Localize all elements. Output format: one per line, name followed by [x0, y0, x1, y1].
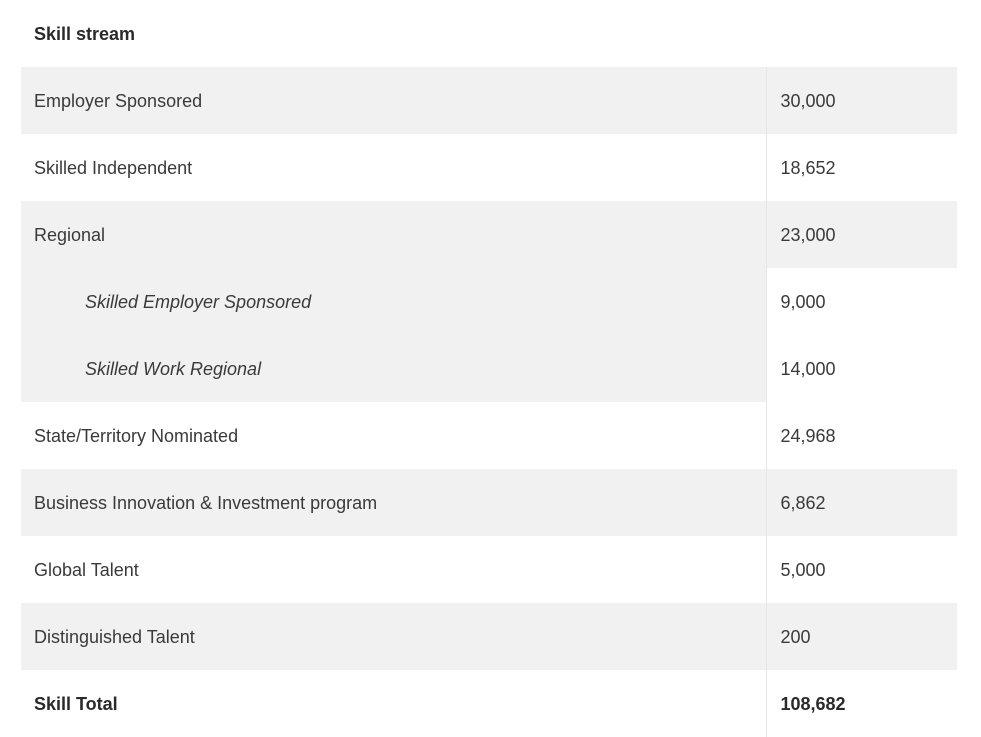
table-subrow: [21, 268, 957, 335]
row-label: Regional: [21, 201, 766, 268]
table-row: [21, 402, 957, 469]
subrow-value: 9,000: [766, 268, 957, 335]
row-label: Global Talent: [34, 559, 139, 580]
row-label: Employer Sponsored: [21, 67, 766, 134]
row-value: 30,000: [766, 67, 957, 134]
subrow-label: Skilled Work Regional: [21, 335, 766, 402]
row-label: State/Territory Nominated: [34, 425, 239, 446]
table-row: [21, 536, 957, 603]
row-value: 18,652: [766, 134, 957, 201]
table-row: [21, 67, 957, 134]
row-value: 24,968: [766, 402, 957, 469]
total-value: 108,682: [766, 670, 957, 737]
header-value: [766, 0, 957, 67]
table-row: [21, 469, 957, 536]
table-row: [21, 201, 957, 268]
table-total-row: [21, 670, 957, 737]
subrow-label: Skilled Employer Sponsored: [21, 268, 766, 335]
table-subrow: [21, 335, 957, 402]
row-value: 6,862: [766, 469, 957, 536]
header-label: Skill stream: [34, 23, 136, 44]
row-value: 200: [766, 603, 957, 670]
table-header-row: [21, 0, 957, 67]
total-label: Skill Total: [34, 693, 118, 714]
row-value: 5,000: [766, 536, 957, 603]
subrow-value: 14,000: [766, 335, 957, 402]
row-label: Skilled Independent: [34, 157, 193, 178]
table-row: [21, 603, 957, 670]
row-label: Business Innovation & Investment program: [21, 469, 766, 536]
skill-stream-table: [21, 0, 957, 737]
row-label: Distinguished Talent: [21, 603, 766, 670]
row-value: 23,000: [766, 201, 957, 268]
table-row: [21, 134, 957, 201]
